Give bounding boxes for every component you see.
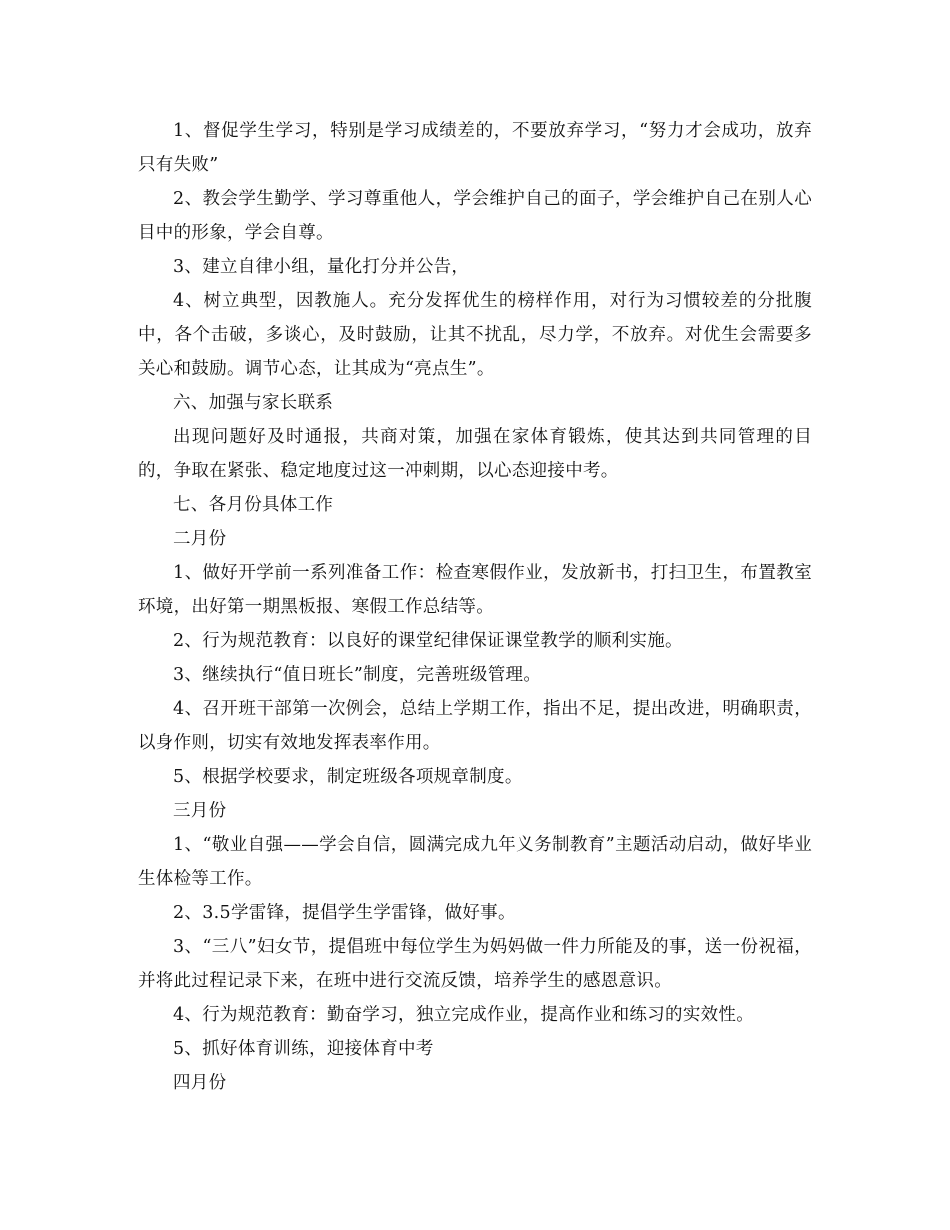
paragraph-item-1: 1、督促学生学习，特别是学习成绩差的，不要放弃学习，“努力才会成功，放弃只有失败” [138, 121, 812, 175]
february-item-1: 1、做好开学前一系列准备工作：检查寒假作业，发放新书，打扫卫生，布置教室环境，出好第一期黑板报、寒假工作总结等。 [138, 563, 812, 617]
month-heading-march: 三月份 [173, 801, 227, 821]
month-heading-february: 二月份 [173, 529, 227, 549]
march-item-3: 3、“三八”妇女节，提倡班中每位学生为妈妈做一件力所能及的事，送一份祝福，并将此过程记录下来，在班中进行交流反馈，培养学生的感恩意识。 [138, 937, 812, 991]
month-heading-april: 四月份 [173, 1073, 227, 1093]
paragraph-item-2: 2、教会学生勤学、学习尊重他人，学会维护自己的面子，学会维护自己在别人心目中的形象，学会自尊。 [138, 189, 812, 243]
february-item-2: 2、行为规范教育：以良好的课堂纪律保证课堂教学的顺利实施。 [173, 631, 683, 651]
february-item-5: 5、根据学校要求，制定班级各项规章制度。 [173, 767, 523, 787]
section-heading-parent-contact: 六、加强与家长联系 [173, 393, 334, 413]
document-body [138, 114, 812, 1100]
section-heading-monthly-work: 七、各月份具体工作 [173, 495, 334, 515]
paragraph-item-3: 3、建立自律小组，量化打分并公告， [173, 257, 470, 277]
march-item-1: 1、“敬业自强——学会自信，圆满完成九年义务制教育”主题活动启动，做好毕业生体检等工作。 [138, 835, 812, 889]
paragraph-parent-contact: 出现问题好及时通报，共商对策，加强在家体育锻炼，使其达到共同管理的目的，争取在紧张、稳定地度过这一冲刺期，以心态迎接中考。 [138, 427, 812, 481]
february-item-3: 3、继续执行“值日班长”制度，完善班级管理。 [173, 665, 542, 685]
march-item-2: 2、3.5学雷锋，提倡学生学雷锋，做好事。 [173, 903, 516, 923]
march-item-4: 4、行为规范教育：勤奋学习，独立完成作业，提高作业和练习的实效性。 [173, 1005, 755, 1025]
march-item-5: 5、抓好体育训练，迎接体育中考 [173, 1039, 434, 1059]
paragraph-item-4: 4、树立典型，因教施人。充分发挥优生的榜样作用，对行为习惯较差的分批腹中，各个击破，多谈心，及时鼓励，让其不扰乱，尽力学，不放弃。对优生会需要多关心和鼓励。调节心态，让其成为“亮点生”。 [138, 291, 812, 379]
february-item-4: 4、召开班干部第一次例会，总结上学期工作，指出不足，提出改进，明确职责，以身作则，切实有效地发挥表率作用。 [138, 699, 812, 753]
